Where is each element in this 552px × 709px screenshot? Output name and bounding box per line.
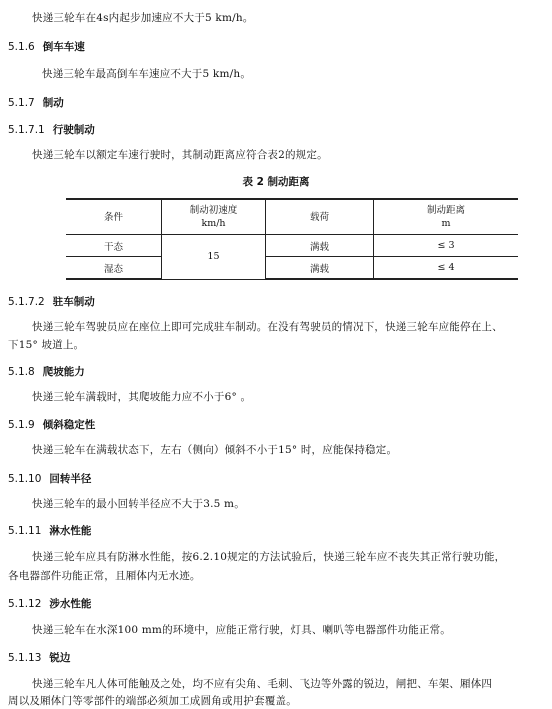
paragraph-5-1-8: 快递三轮车满载时，其爬坡能力应不小于6° 。 — [32, 391, 252, 403]
section-number: 5.1.13 — [8, 652, 42, 664]
heading-5-1-10 — [8, 472, 91, 487]
table-caption: 表 2 制动距离 — [242, 176, 310, 188]
paragraph-5-1-10: 快递三轮车的最小回转半径应不大于3.5 m。 — [32, 498, 245, 510]
cell-condition: 干态 — [66, 235, 162, 257]
paragraph-5-1-13-line-1: 快递三轮车凡人体可能触及之处，均不应有尖角、毛刺、飞边等外露的锐边，闸把、车架、厢体四 — [32, 678, 493, 690]
header-braking-distance — [374, 199, 519, 235]
section-number: 5.1.9 — [8, 419, 35, 431]
section-title: 锐边 — [49, 652, 71, 664]
section-title: 淋水性能 — [49, 525, 92, 537]
paragraph-5-1-7-2-line-1: 快递三轮车驾驶员应在座位上即可完成驻车制动。在没有驾驶员的情况下，快递三轮车应能停在上、 — [32, 321, 503, 333]
header-initial-speed-label: 制动初速度 — [189, 205, 238, 216]
cell-braking-distance: ≤ 3 — [374, 235, 519, 257]
section-title: 驻车制动 — [52, 296, 95, 308]
heading-5-1-7-1 — [8, 123, 95, 138]
table-row — [66, 235, 518, 257]
header-initial-speed-unit: km/h — [201, 218, 226, 229]
section-title: 倒车车速 — [42, 41, 85, 53]
section-number: 5.1.7.2 — [8, 296, 45, 308]
paragraph-5-1-12: 快递三轮车在水深100 mm的环境中，应能正常行驶，灯具、喇叭等电器部件功能正常。 — [32, 624, 451, 636]
header-braking-distance-unit: m — [441, 218, 451, 229]
cell-load: 满载 — [266, 257, 374, 280]
cell-braking-distance: ≤ 4 — [374, 257, 519, 280]
heading-5-1-13 — [8, 651, 70, 666]
heading-5-1-7 — [8, 96, 64, 111]
section-number: 5.1.7 — [8, 97, 35, 109]
paragraph-5-1-7-2-line-2: 下15° 坡道上。 — [8, 339, 85, 351]
section-title: 行驶制动 — [52, 124, 95, 136]
section-number: 5.1.7.1 — [8, 124, 45, 136]
cell-initial-speed: 15 — [162, 235, 266, 280]
paragraph-5-1-11-line-2: 各电器部件功能正常，且厢体内无水迹。 — [8, 570, 201, 582]
header-braking-distance-label: 制动距离 — [426, 205, 465, 216]
heading-5-1-8 — [8, 365, 85, 380]
table-row — [66, 257, 518, 280]
paragraph-5-1-6: 快递三轮车最高倒车车速应不大于5 km/h。 — [42, 68, 252, 80]
heading-5-1-9 — [8, 418, 95, 433]
section-title: 倾斜稳定性 — [42, 419, 96, 431]
header-condition: 条件 — [66, 199, 162, 235]
paragraph-5-1-13-line-2: 周以及厢体门等零部件的端部必须加工成圆角或用护套覆盖。 — [8, 695, 297, 707]
braking-distance-table — [66, 198, 518, 280]
section-title: 爬坡能力 — [42, 366, 85, 378]
heading-5-1-7-2 — [8, 295, 95, 310]
section-title: 回转半径 — [49, 473, 92, 485]
cell-load: 满载 — [266, 235, 374, 257]
section-number: 5.1.6 — [8, 41, 35, 53]
heading-5-1-12 — [8, 597, 91, 612]
paragraph-5-1-7-1: 快递三轮车以额定车速行驶时，其制动距离应符合表2的规定。 — [32, 149, 328, 161]
paragraph-5-1-9: 快递三轮车在满载状态下，左右（侧向）倾斜不小于15° 时，应能保持稳定。 — [32, 444, 398, 456]
section-number: 5.1.12 — [8, 598, 42, 610]
heading-5-1-11 — [8, 524, 91, 539]
section-number: 5.1.8 — [8, 366, 35, 378]
section-number: 5.1.10 — [8, 473, 42, 485]
section-title: 制动 — [42, 97, 64, 109]
heading-5-1-6 — [8, 40, 85, 55]
header-load: 载荷 — [266, 199, 374, 235]
paragraph-5-1-11-line-1: 快递三轮车应具有防淋水性能，按6.2.10规定的方法试验后，快递三轮车应不丧失其正常行驶功能， — [32, 551, 506, 563]
intro-line: 快递三轮车在4s内起步加速应不大于5 km/h。 — [32, 12, 254, 24]
table-header-row — [66, 199, 518, 235]
section-number: 5.1.11 — [8, 525, 42, 537]
cell-condition: 湿态 — [66, 257, 162, 280]
section-title: 涉水性能 — [49, 598, 92, 610]
header-initial-speed — [162, 199, 266, 235]
